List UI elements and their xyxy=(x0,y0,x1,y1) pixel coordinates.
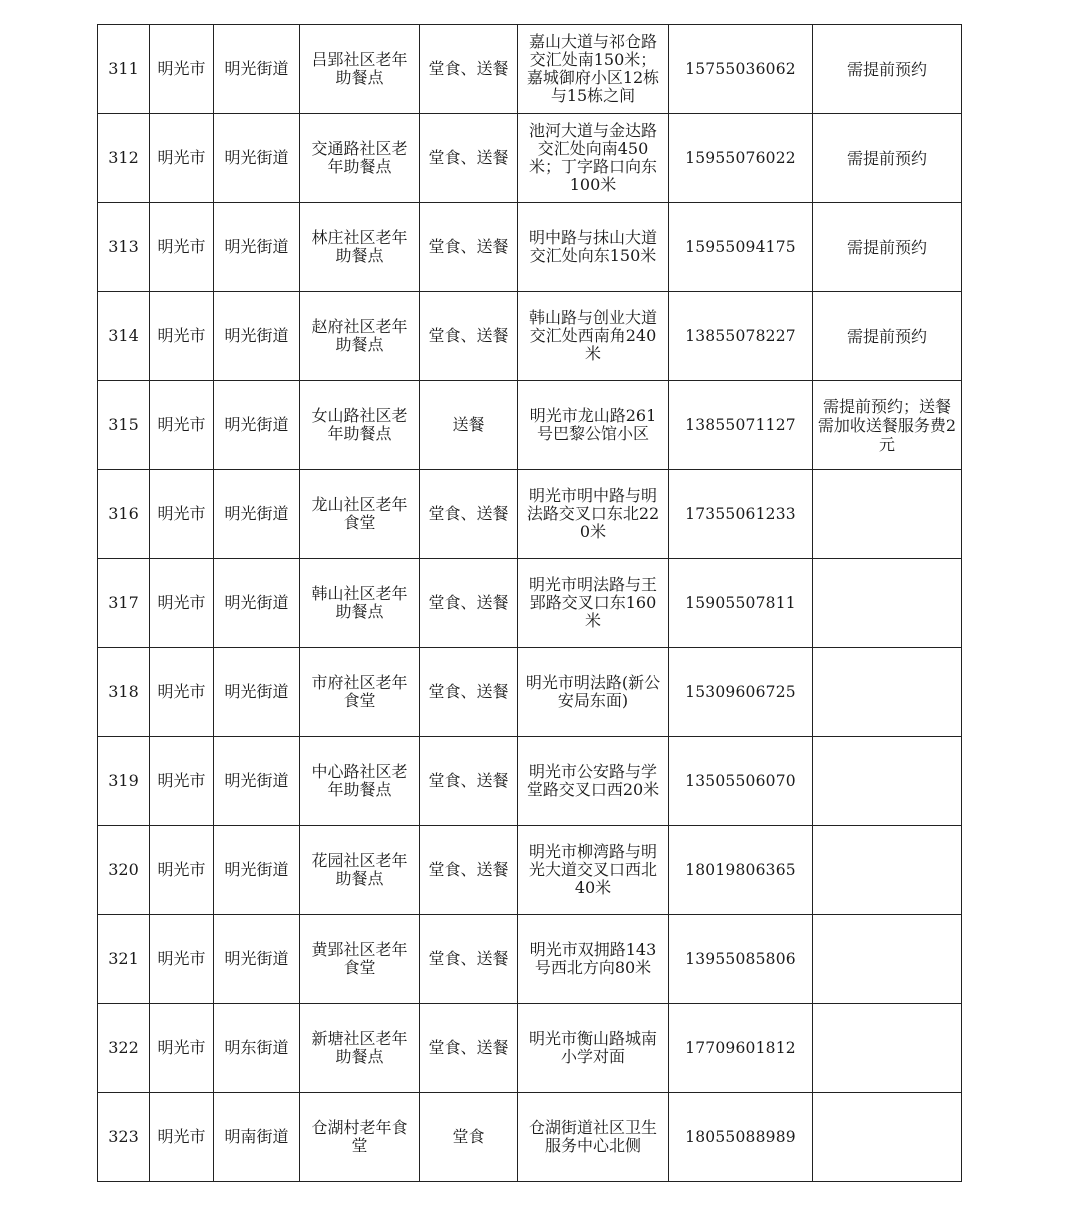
canteen-name-cell: 吕郢社区老年助餐点 xyxy=(300,25,420,114)
canteen-name-cell: 新塘社区老年助餐点 xyxy=(300,1004,420,1093)
note-cell xyxy=(813,826,962,915)
table-row xyxy=(98,292,962,381)
table-row xyxy=(98,559,962,648)
row-number-cell: 323 xyxy=(98,1093,150,1182)
city-cell: 明光市 xyxy=(150,559,214,648)
note-cell xyxy=(813,915,962,1004)
row-number-cell: 318 xyxy=(98,648,150,737)
street-cell: 明光街道 xyxy=(214,114,300,203)
address-cell: 嘉山大道与祁仓路交汇处南150米；嘉城御府小区12栋与15栋之间 xyxy=(518,25,669,114)
note-cell: 需提前预约 xyxy=(813,114,962,203)
city-cell: 明光市 xyxy=(150,470,214,559)
row-number-cell: 314 xyxy=(98,292,150,381)
canteen-list-table xyxy=(97,24,962,1182)
phone-cell: 15755036062 xyxy=(669,25,813,114)
canteen-name-cell: 赵府社区老年助餐点 xyxy=(300,292,420,381)
note-cell xyxy=(813,1093,962,1182)
canteen-name-cell: 女山路社区老年助餐点 xyxy=(300,381,420,470)
service-type-cell: 送餐 xyxy=(420,381,518,470)
table-body xyxy=(98,25,962,1182)
street-cell: 明光街道 xyxy=(214,559,300,648)
table-row xyxy=(98,1004,962,1093)
phone-cell: 13955085806 xyxy=(669,915,813,1004)
table-row xyxy=(98,381,962,470)
table-row xyxy=(98,25,962,114)
phone-cell: 17355061233 xyxy=(669,470,813,559)
phone-cell: 15905507811 xyxy=(669,559,813,648)
row-number-cell: 321 xyxy=(98,915,150,1004)
table-row xyxy=(98,470,962,559)
table-row xyxy=(98,648,962,737)
phone-cell: 17709601812 xyxy=(669,1004,813,1093)
street-cell: 明光街道 xyxy=(214,826,300,915)
phone-cell: 18019806365 xyxy=(669,826,813,915)
address-cell: 明光市双拥路143号西北方向80米 xyxy=(518,915,669,1004)
city-cell: 明光市 xyxy=(150,203,214,292)
canteen-name-cell: 龙山社区老年食堂 xyxy=(300,470,420,559)
table-row xyxy=(98,826,962,915)
service-type-cell: 堂食、送餐 xyxy=(420,559,518,648)
street-cell: 明光街道 xyxy=(214,381,300,470)
note-cell xyxy=(813,1004,962,1093)
street-cell: 明东街道 xyxy=(214,1004,300,1093)
phone-cell: 18055088989 xyxy=(669,1093,813,1182)
service-type-cell: 堂食、送餐 xyxy=(420,203,518,292)
city-cell: 明光市 xyxy=(150,25,214,114)
table-row xyxy=(98,114,962,203)
city-cell: 明光市 xyxy=(150,1093,214,1182)
note-cell: 需提前预约 xyxy=(813,203,962,292)
row-number-cell: 316 xyxy=(98,470,150,559)
city-cell: 明光市 xyxy=(150,114,214,203)
row-number-cell: 319 xyxy=(98,737,150,826)
city-cell: 明光市 xyxy=(150,1004,214,1093)
address-cell: 明光市明法路与王郢路交叉口东160米 xyxy=(518,559,669,648)
city-cell: 明光市 xyxy=(150,292,214,381)
service-type-cell: 堂食、送餐 xyxy=(420,1004,518,1093)
table-row xyxy=(98,1093,962,1182)
canteen-name-cell: 交通路社区老年助餐点 xyxy=(300,114,420,203)
address-cell: 明光市柳湾路与明光大道交叉口西北40米 xyxy=(518,826,669,915)
service-type-cell: 堂食、送餐 xyxy=(420,292,518,381)
service-type-cell: 堂食 xyxy=(420,1093,518,1182)
city-cell: 明光市 xyxy=(150,737,214,826)
canteen-name-cell: 仓湖村老年食堂 xyxy=(300,1093,420,1182)
canteen-name-cell: 林庄社区老年助餐点 xyxy=(300,203,420,292)
service-type-cell: 堂食、送餐 xyxy=(420,737,518,826)
city-cell: 明光市 xyxy=(150,648,214,737)
service-type-cell: 堂食、送餐 xyxy=(420,25,518,114)
address-cell: 明光市龙山路261号巴黎公馆小区 xyxy=(518,381,669,470)
table-row xyxy=(98,203,962,292)
row-number-cell: 312 xyxy=(98,114,150,203)
phone-cell: 13855078227 xyxy=(669,292,813,381)
service-type-cell: 堂食、送餐 xyxy=(420,648,518,737)
phone-cell: 15955094175 xyxy=(669,203,813,292)
address-cell: 仓湖街道社区卫生服务中心北侧 xyxy=(518,1093,669,1182)
table-row xyxy=(98,737,962,826)
row-number-cell: 322 xyxy=(98,1004,150,1093)
street-cell: 明南街道 xyxy=(214,1093,300,1182)
note-cell xyxy=(813,737,962,826)
service-type-cell: 堂食、送餐 xyxy=(420,470,518,559)
street-cell: 明光街道 xyxy=(214,292,300,381)
street-cell: 明光街道 xyxy=(214,203,300,292)
row-number-cell: 317 xyxy=(98,559,150,648)
address-cell: 明中路与抹山大道交汇处向东150米 xyxy=(518,203,669,292)
canteen-name-cell: 黄郢社区老年食堂 xyxy=(300,915,420,1004)
street-cell: 明光街道 xyxy=(214,737,300,826)
note-cell: 需提前预约 xyxy=(813,25,962,114)
address-cell: 明光市明中路与明法路交叉口东北220米 xyxy=(518,470,669,559)
note-cell xyxy=(813,648,962,737)
city-cell: 明光市 xyxy=(150,915,214,1004)
row-number-cell: 315 xyxy=(98,381,150,470)
phone-cell: 15309606725 xyxy=(669,648,813,737)
table-row xyxy=(98,915,962,1004)
service-type-cell: 堂食、送餐 xyxy=(420,915,518,1004)
address-cell: 明光市明法路(新公安局东面) xyxy=(518,648,669,737)
canteen-name-cell: 市府社区老年食堂 xyxy=(300,648,420,737)
service-type-cell: 堂食、送餐 xyxy=(420,114,518,203)
phone-cell: 15955076022 xyxy=(669,114,813,203)
street-cell: 明光街道 xyxy=(214,25,300,114)
phone-cell: 13505506070 xyxy=(669,737,813,826)
note-cell xyxy=(813,559,962,648)
street-cell: 明光街道 xyxy=(214,470,300,559)
city-cell: 明光市 xyxy=(150,826,214,915)
address-cell: 明光市衡山路城南小学对面 xyxy=(518,1004,669,1093)
street-cell: 明光街道 xyxy=(214,915,300,1004)
canteen-name-cell: 韩山社区老年助餐点 xyxy=(300,559,420,648)
city-cell: 明光市 xyxy=(150,381,214,470)
note-cell xyxy=(813,470,962,559)
address-cell: 韩山路与创业大道交汇处西南角240米 xyxy=(518,292,669,381)
note-cell: 需提前预约；送餐需加收送餐服务费2元 xyxy=(813,381,962,470)
street-cell: 明光街道 xyxy=(214,648,300,737)
address-cell: 池河大道与金达路交汇处向南450米；丁字路口向东100米 xyxy=(518,114,669,203)
phone-cell: 13855071127 xyxy=(669,381,813,470)
canteen-name-cell: 花园社区老年助餐点 xyxy=(300,826,420,915)
canteen-name-cell: 中心路社区老年助餐点 xyxy=(300,737,420,826)
row-number-cell: 320 xyxy=(98,826,150,915)
address-cell: 明光市公安路与学堂路交叉口西20米 xyxy=(518,737,669,826)
row-number-cell: 313 xyxy=(98,203,150,292)
row-number-cell: 311 xyxy=(98,25,150,114)
service-type-cell: 堂食、送餐 xyxy=(420,826,518,915)
note-cell: 需提前预约 xyxy=(813,292,962,381)
